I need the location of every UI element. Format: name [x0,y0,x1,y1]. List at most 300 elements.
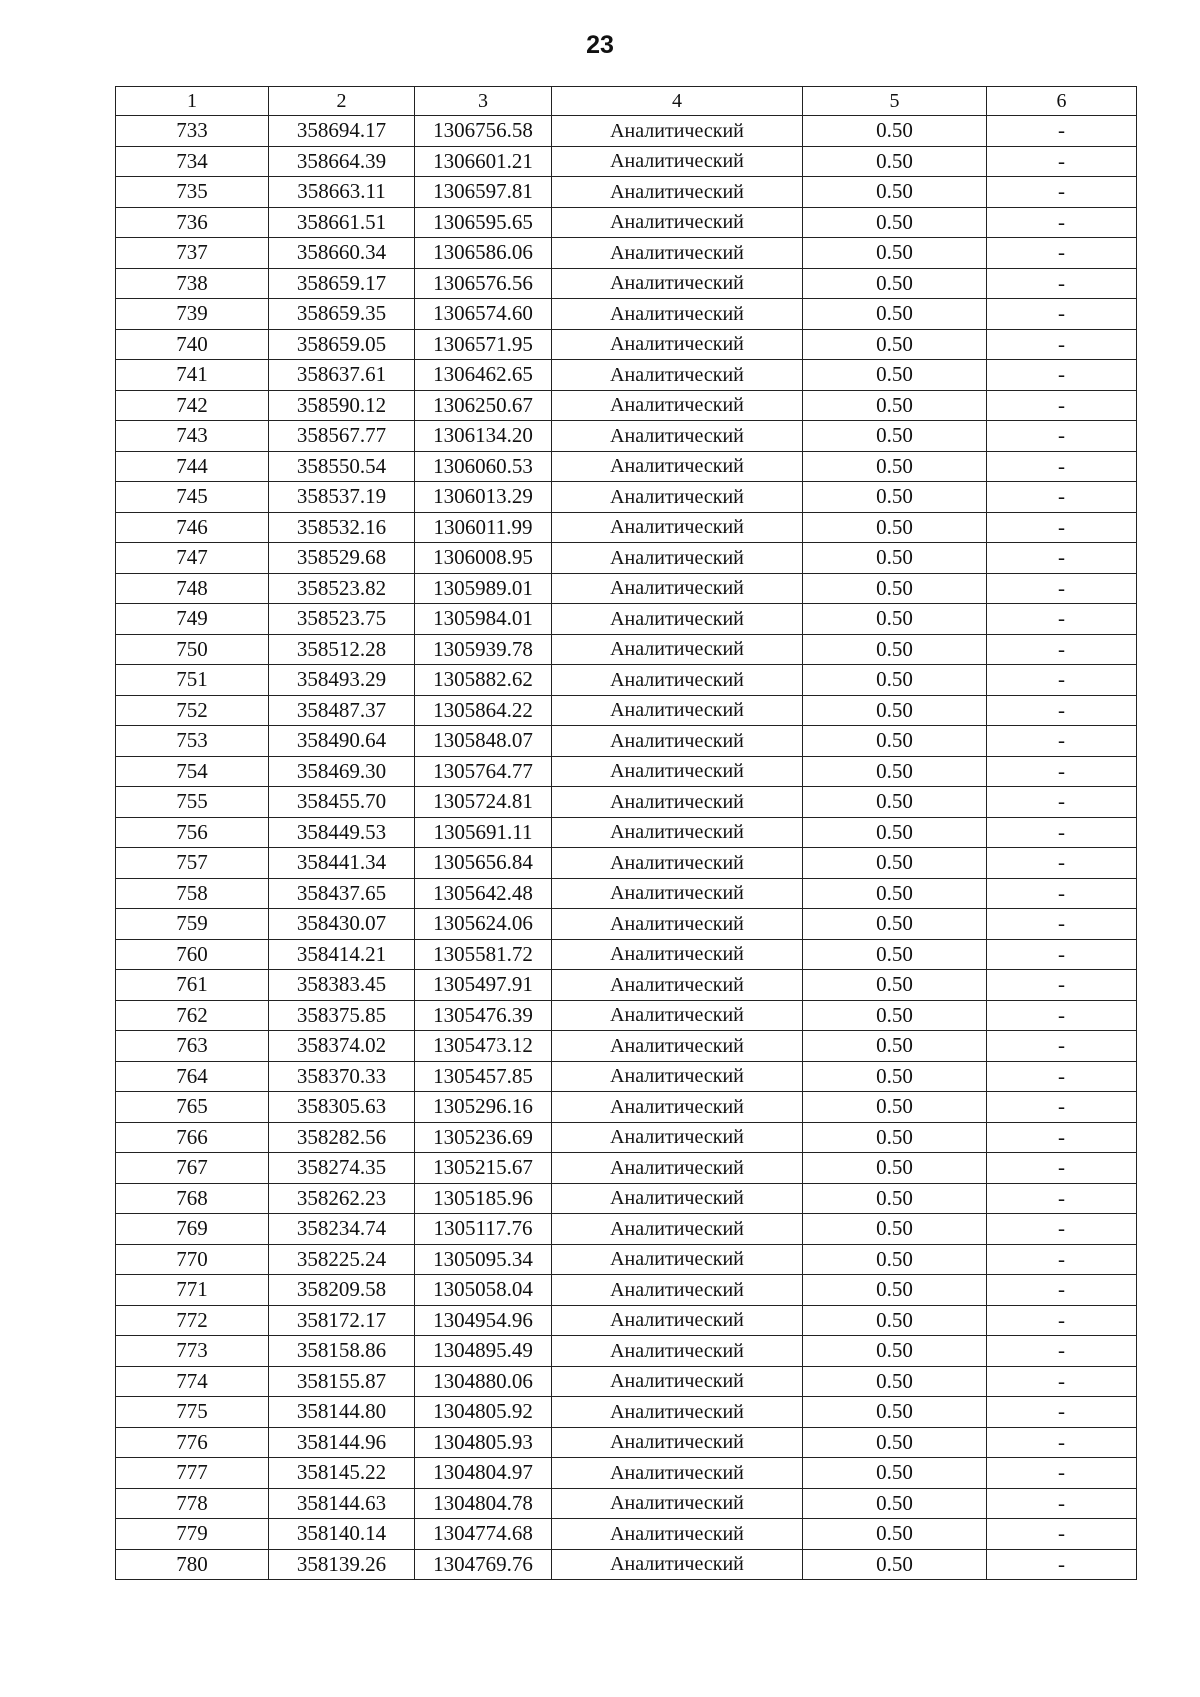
y-coordinate-cell: 1305457.85 [415,1061,552,1092]
point-number-cell: 765 [116,1092,269,1123]
accuracy-cell: 0.50 [803,970,987,1001]
point-number-cell: 761 [116,970,269,1001]
x-coordinate-cell: 358145.22 [269,1458,415,1489]
note-cell: - [987,1549,1137,1580]
point-number-cell: 776 [116,1427,269,1458]
point-number-cell: 758 [116,878,269,909]
note-cell: - [987,451,1137,482]
y-coordinate-cell: 1304769.76 [415,1549,552,1580]
method-cell: Аналитический [552,817,803,848]
y-coordinate-cell: 1306571.95 [415,329,552,360]
table-row [116,756,1137,787]
note-cell: - [987,512,1137,543]
coordinates-table [115,86,1137,1580]
note-cell: - [987,116,1137,147]
method-cell: Аналитический [552,1122,803,1153]
x-coordinate-cell: 358144.96 [269,1427,415,1458]
point-number-cell: 777 [116,1458,269,1489]
point-number-cell: 779 [116,1519,269,1550]
point-number-cell: 751 [116,665,269,696]
point-number-cell: 768 [116,1183,269,1214]
point-number-cell: 734 [116,146,269,177]
note-cell: - [987,939,1137,970]
note-cell: - [987,1275,1137,1306]
table-row [116,1275,1137,1306]
accuracy-cell: 0.50 [803,1519,987,1550]
accuracy-cell: 0.50 [803,695,987,726]
method-cell: Аналитический [552,1092,803,1123]
note-cell: - [987,1153,1137,1184]
y-coordinate-cell: 1304805.92 [415,1397,552,1428]
method-cell: Аналитический [552,1183,803,1214]
method-cell: Аналитический [552,146,803,177]
note-cell: - [987,1122,1137,1153]
y-coordinate-cell: 1304895.49 [415,1336,552,1367]
table-header [116,87,1137,116]
table-row [116,482,1137,513]
note-cell: - [987,421,1137,452]
method-cell: Аналитический [552,1397,803,1428]
accuracy-cell: 0.50 [803,1336,987,1367]
accuracy-cell: 0.50 [803,543,987,574]
accuracy-cell: 0.50 [803,817,987,848]
y-coordinate-cell: 1305691.11 [415,817,552,848]
y-coordinate-cell: 1305984.01 [415,604,552,635]
y-coordinate-cell: 1305296.16 [415,1092,552,1123]
y-coordinate-cell: 1304954.96 [415,1305,552,1336]
note-cell: - [987,482,1137,513]
point-number-cell: 778 [116,1488,269,1519]
table-row [116,1214,1137,1245]
point-number-cell: 766 [116,1122,269,1153]
note-cell: - [987,390,1137,421]
point-number-cell: 748 [116,573,269,604]
accuracy-cell: 0.50 [803,482,987,513]
y-coordinate-cell: 1306595.65 [415,207,552,238]
method-cell: Аналитический [552,390,803,421]
point-number-cell: 752 [116,695,269,726]
note-cell: - [987,848,1137,879]
note-cell: - [987,756,1137,787]
method-cell: Аналитический [552,634,803,665]
method-cell: Аналитический [552,970,803,1001]
table-row [116,207,1137,238]
point-number-cell: 754 [116,756,269,787]
x-coordinate-cell: 358637.61 [269,360,415,391]
note-cell: - [987,268,1137,299]
method-cell: Аналитический [552,1458,803,1489]
method-cell: Аналитический [552,1000,803,1031]
x-coordinate-cell: 358490.64 [269,726,415,757]
y-coordinate-cell: 1305476.39 [415,1000,552,1031]
note-cell: - [987,1214,1137,1245]
table-row [116,1305,1137,1336]
accuracy-cell: 0.50 [803,1061,987,1092]
accuracy-cell: 0.50 [803,421,987,452]
method-cell: Аналитический [552,543,803,574]
table-row [116,543,1137,574]
x-coordinate-cell: 358455.70 [269,787,415,818]
point-number-cell: 744 [116,451,269,482]
y-coordinate-cell: 1304805.93 [415,1427,552,1458]
accuracy-cell: 0.50 [803,512,987,543]
note-cell: - [987,1244,1137,1275]
y-coordinate-cell: 1306462.65 [415,360,552,391]
x-coordinate-cell: 358487.37 [269,695,415,726]
note-cell: - [987,604,1137,635]
x-coordinate-cell: 358172.17 [269,1305,415,1336]
accuracy-cell: 0.50 [803,1183,987,1214]
y-coordinate-cell: 1306011.99 [415,512,552,543]
method-cell: Аналитический [552,909,803,940]
method-cell: Аналитический [552,207,803,238]
column-header-1: 1 [116,87,269,116]
note-cell: - [987,1183,1137,1214]
y-coordinate-cell: 1305215.67 [415,1153,552,1184]
x-coordinate-cell: 358590.12 [269,390,415,421]
x-coordinate-cell: 358441.34 [269,848,415,879]
point-number-cell: 780 [116,1549,269,1580]
y-coordinate-cell: 1305989.01 [415,573,552,604]
point-number-cell: 769 [116,1214,269,1245]
point-number-cell: 755 [116,787,269,818]
x-coordinate-cell: 358375.85 [269,1000,415,1031]
table-row [116,116,1137,147]
method-cell: Аналитический [552,116,803,147]
method-cell: Аналитический [552,1061,803,1092]
accuracy-cell: 0.50 [803,1153,987,1184]
point-number-cell: 738 [116,268,269,299]
table-row [116,1549,1137,1580]
y-coordinate-cell: 1306250.67 [415,390,552,421]
note-cell: - [987,1427,1137,1458]
x-coordinate-cell: 358209.58 [269,1275,415,1306]
accuracy-cell: 0.50 [803,1427,987,1458]
table-row [116,299,1137,330]
method-cell: Аналитический [552,665,803,696]
x-coordinate-cell: 358437.65 [269,878,415,909]
accuracy-cell: 0.50 [803,1458,987,1489]
y-coordinate-cell: 1304804.78 [415,1488,552,1519]
point-number-cell: 763 [116,1031,269,1062]
note-cell: - [987,695,1137,726]
point-number-cell: 770 [116,1244,269,1275]
table-row [116,1519,1137,1550]
y-coordinate-cell: 1305764.77 [415,756,552,787]
accuracy-cell: 0.50 [803,787,987,818]
accuracy-cell: 0.50 [803,909,987,940]
y-coordinate-cell: 1305497.91 [415,970,552,1001]
point-number-cell: 737 [116,238,269,269]
point-number-cell: 753 [116,726,269,757]
table-row [116,634,1137,665]
table-row [116,360,1137,391]
header-row [116,87,1137,116]
accuracy-cell: 0.50 [803,146,987,177]
x-coordinate-cell: 358694.17 [269,116,415,147]
x-coordinate-cell: 358158.86 [269,1336,415,1367]
method-cell: Аналитический [552,360,803,391]
note-cell: - [987,299,1137,330]
method-cell: Аналитический [552,482,803,513]
point-number-cell: 771 [116,1275,269,1306]
y-coordinate-cell: 1305848.07 [415,726,552,757]
accuracy-cell: 0.50 [803,451,987,482]
accuracy-cell: 0.50 [803,116,987,147]
x-coordinate-cell: 358370.33 [269,1061,415,1092]
table-row [116,1153,1137,1184]
note-cell: - [987,909,1137,940]
table-row [116,695,1137,726]
x-coordinate-cell: 358493.29 [269,665,415,696]
y-coordinate-cell: 1305939.78 [415,634,552,665]
y-coordinate-cell: 1305185.96 [415,1183,552,1214]
point-number-cell: 733 [116,116,269,147]
point-number-cell: 759 [116,909,269,940]
y-coordinate-cell: 1306134.20 [415,421,552,452]
table-row [116,1183,1137,1214]
point-number-cell: 762 [116,1000,269,1031]
table-row [116,1061,1137,1092]
accuracy-cell: 0.50 [803,756,987,787]
accuracy-cell: 0.50 [803,177,987,208]
y-coordinate-cell: 1304880.06 [415,1366,552,1397]
point-number-cell: 774 [116,1366,269,1397]
y-coordinate-cell: 1306008.95 [415,543,552,574]
note-cell: - [987,1061,1137,1092]
table-row [116,238,1137,269]
table-row [116,268,1137,299]
table-row [116,787,1137,818]
note-cell: - [987,634,1137,665]
x-coordinate-cell: 358523.82 [269,573,415,604]
method-cell: Аналитический [552,1214,803,1245]
y-coordinate-cell: 1305624.06 [415,909,552,940]
point-number-cell: 741 [116,360,269,391]
table-row [116,421,1137,452]
point-number-cell: 750 [116,634,269,665]
x-coordinate-cell: 358449.53 [269,817,415,848]
point-number-cell: 739 [116,299,269,330]
table-row [116,909,1137,940]
point-number-cell: 757 [116,848,269,879]
y-coordinate-cell: 1305236.69 [415,1122,552,1153]
method-cell: Аналитический [552,604,803,635]
table-row [116,390,1137,421]
accuracy-cell: 0.50 [803,1305,987,1336]
table-row [116,1031,1137,1062]
table-row [116,146,1137,177]
accuracy-cell: 0.50 [803,1397,987,1428]
x-coordinate-cell: 358234.74 [269,1214,415,1245]
x-coordinate-cell: 358140.14 [269,1519,415,1550]
note-cell: - [987,1458,1137,1489]
y-coordinate-cell: 1306060.53 [415,451,552,482]
note-cell: - [987,573,1137,604]
y-coordinate-cell: 1305095.34 [415,1244,552,1275]
method-cell: Аналитический [552,726,803,757]
y-coordinate-cell: 1306013.29 [415,482,552,513]
column-header-4: 4 [552,87,803,116]
table-row [116,1244,1137,1275]
x-coordinate-cell: 358414.21 [269,939,415,970]
accuracy-cell: 0.50 [803,1488,987,1519]
x-coordinate-cell: 358659.05 [269,329,415,360]
point-number-cell: 743 [116,421,269,452]
y-coordinate-cell: 1305117.76 [415,1214,552,1245]
x-coordinate-cell: 358225.24 [269,1244,415,1275]
note-cell: - [987,177,1137,208]
note-cell: - [987,238,1137,269]
method-cell: Аналитический [552,573,803,604]
y-coordinate-cell: 1305656.84 [415,848,552,879]
y-coordinate-cell: 1306574.60 [415,299,552,330]
accuracy-cell: 0.50 [803,268,987,299]
method-cell: Аналитический [552,1488,803,1519]
method-cell: Аналитический [552,695,803,726]
accuracy-cell: 0.50 [803,390,987,421]
x-coordinate-cell: 358663.11 [269,177,415,208]
point-number-cell: 745 [116,482,269,513]
point-number-cell: 764 [116,1061,269,1092]
y-coordinate-cell: 1305581.72 [415,939,552,970]
method-cell: Аналитический [552,512,803,543]
note-cell: - [987,970,1137,1001]
point-number-cell: 746 [116,512,269,543]
accuracy-cell: 0.50 [803,1366,987,1397]
accuracy-cell: 0.50 [803,299,987,330]
method-cell: Аналитический [552,268,803,299]
table-row [116,1397,1137,1428]
table-row [116,329,1137,360]
point-number-cell: 775 [116,1397,269,1428]
table-row [116,177,1137,208]
point-number-cell: 772 [116,1305,269,1336]
table-row [116,1000,1137,1031]
y-coordinate-cell: 1305724.81 [415,787,552,818]
x-coordinate-cell: 358262.23 [269,1183,415,1214]
x-coordinate-cell: 358661.51 [269,207,415,238]
note-cell: - [987,1305,1137,1336]
y-coordinate-cell: 1305473.12 [415,1031,552,1062]
method-cell: Аналитический [552,1031,803,1062]
table-row [116,848,1137,879]
method-cell: Аналитический [552,421,803,452]
method-cell: Аналитический [552,1366,803,1397]
note-cell: - [987,1000,1137,1031]
accuracy-cell: 0.50 [803,1244,987,1275]
point-number-cell: 773 [116,1336,269,1367]
accuracy-cell: 0.50 [803,1000,987,1031]
page-number: 23 [586,31,614,59]
x-coordinate-cell: 358529.68 [269,543,415,574]
table-row [116,1458,1137,1489]
note-cell: - [987,543,1137,574]
method-cell: Аналитический [552,1519,803,1550]
method-cell: Аналитический [552,1427,803,1458]
x-coordinate-cell: 358374.02 [269,1031,415,1062]
method-cell: Аналитический [552,848,803,879]
y-coordinate-cell: 1305058.04 [415,1275,552,1306]
x-coordinate-cell: 358567.77 [269,421,415,452]
table-row [116,451,1137,482]
y-coordinate-cell: 1306597.81 [415,177,552,208]
note-cell: - [987,787,1137,818]
x-coordinate-cell: 358383.45 [269,970,415,1001]
y-coordinate-cell: 1306756.58 [415,116,552,147]
point-number-cell: 735 [116,177,269,208]
x-coordinate-cell: 358659.35 [269,299,415,330]
method-cell: Аналитический [552,1153,803,1184]
y-coordinate-cell: 1305642.48 [415,878,552,909]
x-coordinate-cell: 358155.87 [269,1366,415,1397]
accuracy-cell: 0.50 [803,1031,987,1062]
note-cell: - [987,329,1137,360]
note-cell: - [987,1031,1137,1062]
x-coordinate-cell: 358659.17 [269,268,415,299]
note-cell: - [987,726,1137,757]
accuracy-cell: 0.50 [803,1275,987,1306]
table-row [116,1488,1137,1519]
method-cell: Аналитический [552,238,803,269]
point-number-cell: 760 [116,939,269,970]
method-cell: Аналитический [552,329,803,360]
x-coordinate-cell: 358144.80 [269,1397,415,1428]
accuracy-cell: 0.50 [803,207,987,238]
point-number-cell: 747 [116,543,269,574]
table-row [116,726,1137,757]
table-row [116,878,1137,909]
note-cell: - [987,1519,1137,1550]
column-header-6: 6 [987,87,1137,116]
y-coordinate-cell: 1305882.62 [415,665,552,696]
method-cell: Аналитический [552,177,803,208]
accuracy-cell: 0.50 [803,573,987,604]
method-cell: Аналитический [552,1305,803,1336]
y-coordinate-cell: 1304804.97 [415,1458,552,1489]
accuracy-cell: 0.50 [803,329,987,360]
table-row [116,512,1137,543]
method-cell: Аналитический [552,1336,803,1367]
column-header-2: 2 [269,87,415,116]
point-number-cell: 749 [116,604,269,635]
x-coordinate-cell: 358523.75 [269,604,415,635]
x-coordinate-cell: 358512.28 [269,634,415,665]
table-row [116,1336,1137,1367]
x-coordinate-cell: 358532.16 [269,512,415,543]
x-coordinate-cell: 358282.56 [269,1122,415,1153]
table-row [116,573,1137,604]
x-coordinate-cell: 358430.07 [269,909,415,940]
accuracy-cell: 0.50 [803,726,987,757]
method-cell: Аналитический [552,1549,803,1580]
point-number-cell: 756 [116,817,269,848]
x-coordinate-cell: 358139.26 [269,1549,415,1580]
method-cell: Аналитический [552,451,803,482]
accuracy-cell: 0.50 [803,1214,987,1245]
table-row [116,604,1137,635]
table-row [116,1122,1137,1153]
point-number-cell: 740 [116,329,269,360]
x-coordinate-cell: 358537.19 [269,482,415,513]
table-row [116,1092,1137,1123]
accuracy-cell: 0.50 [803,1122,987,1153]
column-header-5: 5 [803,87,987,116]
x-coordinate-cell: 358144.63 [269,1488,415,1519]
method-cell: Аналитический [552,1244,803,1275]
method-cell: Аналитический [552,1275,803,1306]
accuracy-cell: 0.50 [803,848,987,879]
